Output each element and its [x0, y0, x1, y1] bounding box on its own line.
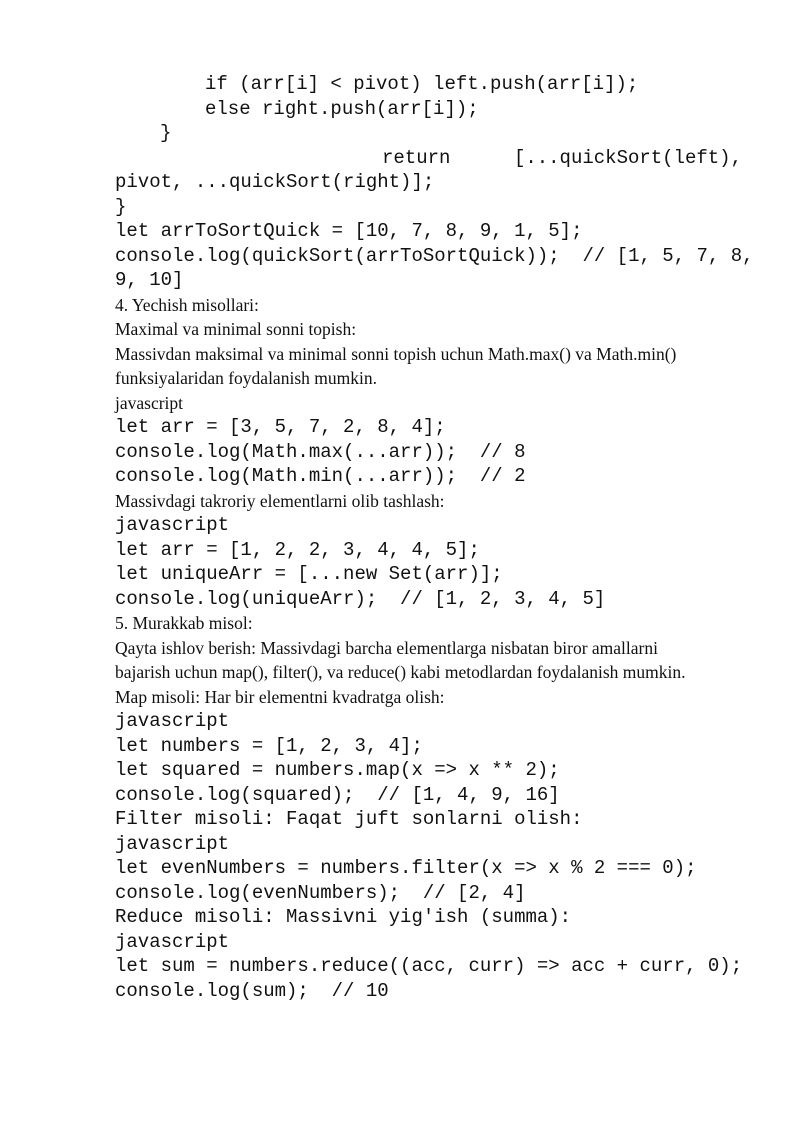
paragraph-line: Massivdan maksimal va minimal sonni topish uchun Math.max() va Math.min() — [115, 343, 677, 364]
code-line: let evenNumbers = numbers.filter(x => x % 2 === 0); — [115, 857, 697, 879]
code-line: console.log(uniqueArr); // [1, 2, 3, 4, 5] — [115, 587, 606, 610]
language-label: javascript — [115, 710, 230, 732]
code-line: console.log(Math.min(...arr)); // 2 — [115, 465, 526, 487]
subheading: Map misoli: Har bir elementni kvadratga olish: — [115, 686, 445, 707]
paragraph-line: funksiyalaridan foydalanish mumkin. — [115, 368, 377, 388]
language-label: javascript — [115, 392, 184, 413]
code-line: let arr = [3, 5, 7, 2, 8, 4]; — [115, 416, 446, 438]
paragraph-line: bajarish uchun map(), filter(), va reduce() kabi metodlardan foydalanish mumkin. — [115, 662, 686, 682]
language-label: javascript — [115, 514, 230, 536]
subheading: Filter misoli: Faqat juft sonlarni olish: — [115, 808, 583, 830]
language-label: javascript — [115, 930, 230, 953]
code-line: if (arr[i] < pivot) left.push(arr[i]); — [205, 73, 639, 95]
code-line: let arrToSortQuick = [10, 7, 8, 9, 1, 5]; — [115, 220, 583, 242]
code-line: 9, 10] — [115, 269, 184, 291]
code-line: let uniqueArr = [...new Set(arr)]; — [115, 563, 503, 585]
paragraph-line: Qayta ishlov berish: Massivdagi barcha elementlarga nisbatan biror amallarni — [115, 637, 658, 658]
code-line-return — [115, 146, 742, 171]
code-line: let squared = numbers.map(x => x ** 2); — [115, 759, 560, 781]
code-line: console.log(Math.max(...arr)); // 8 — [115, 440, 526, 463]
code-line: console.log(evenNumbers); // [2, 4] — [115, 881, 526, 904]
code-line: } — [160, 122, 172, 144]
return-keyword: return — [382, 146, 451, 169]
section-heading: 5. Murakkab misol: — [115, 613, 253, 633]
document-page — [115, 72, 754, 1003]
code-line: let numbers = [1, 2, 3, 4]; — [115, 734, 423, 757]
code-line: console.log(squared); // [1, 4, 9, 16] — [115, 783, 560, 806]
code-line: let arr = [1, 2, 2, 3, 4, 4, 5]; — [115, 538, 480, 561]
code-line: let sum = numbers.reduce((acc, curr) => acc + curr, 0); — [115, 955, 743, 977]
code-line: pivot, ...quickSort(right)]; — [115, 171, 435, 193]
language-label: javascript — [115, 832, 230, 855]
subheading: Reduce misoli: Massivni yig'ish (summa): — [115, 906, 572, 928]
code-line: } — [115, 195, 127, 218]
code-line: console.log(quickSort(arrToSortQuick)); // [1, 5, 7, 8, — [115, 244, 754, 267]
code-line: console.log(sum); // 10 — [115, 979, 389, 1002]
return-expression: [...quickSort(left), — [513, 146, 742, 169]
code-line: else right.push(arr[i]); — [205, 97, 479, 120]
subheading: Massivdagi takroriy elementlarni olib tashlash: — [115, 490, 445, 511]
section-heading: 4. Yechish misollari: — [115, 294, 259, 315]
subheading: Maximal va minimal sonni topish: — [115, 319, 357, 339]
